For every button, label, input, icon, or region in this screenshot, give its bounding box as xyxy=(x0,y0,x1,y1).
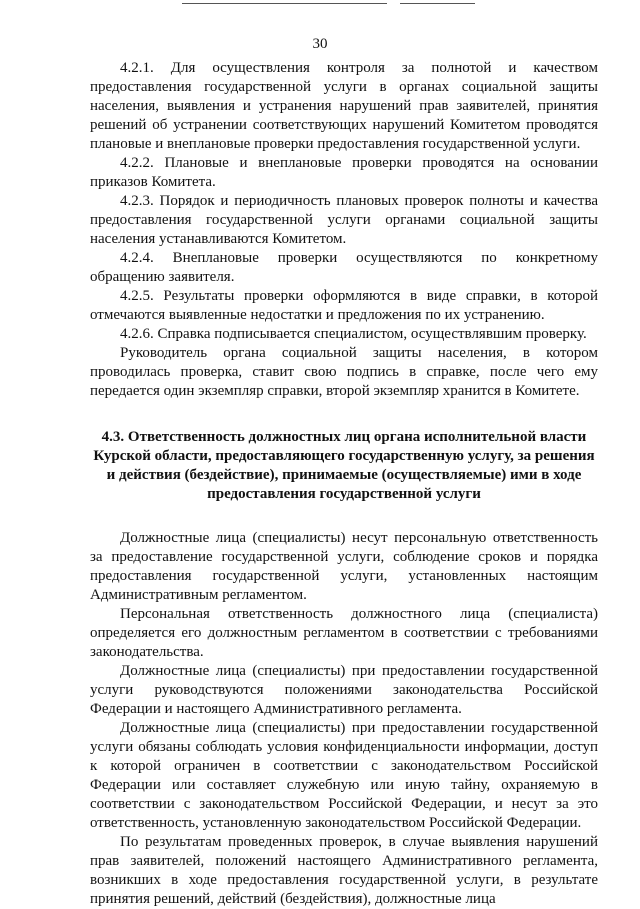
paragraph-4-2-6: 4.2.6. Справка подписывается специалистом, осуществлявшим проверку. xyxy=(120,326,587,342)
paragraph-responsibility: Должностные лица (специалисты) несут персональную ответственность за предоставление государственной услуги, соблюдение сроков и порядка предоставления государственной услуги, установленных настоящим Административным регламентом. xyxy=(90,530,598,603)
paragraph-4-2-4: 4.2.4. Внеплановые проверки осуществляются по конкретному обращению заявителя. xyxy=(90,250,598,285)
top-edge-line-right xyxy=(400,3,475,4)
paragraph-4-2-2: 4.2.2. Плановые и внеплановые проверки проводятся на основании приказов Комитета. xyxy=(90,155,598,190)
paragraph-4-2-3: 4.2.3. Порядок и периодичность плановых проверок полноты и качества предоставления государственной услуги органами социальной защиты населения устанавливаются Комитетом. xyxy=(90,193,598,247)
paragraph-legislation: Должностные лица (специалисты) при предоставлении государственной услуги руководствуются положениями законодательства Российской Федерации и настоящего Административного регламента. xyxy=(90,663,598,717)
paragraph-personal-responsibility: Персональная ответственность должностного лица (специалиста) определяется его должностным регламентом в соответствии с требованиями законодательства. xyxy=(90,606,598,660)
paragraph-4-2-5: 4.2.5. Результаты проверки оформляются в виде справки, в которой отмечаются выявленные недостатки и предложения по их устранению. xyxy=(90,288,598,323)
top-edge-line-left xyxy=(182,3,387,4)
paragraph-head-signature: Руководитель органа социальной защиты населения, в котором проводилась проверка, ставит свою подпись в справке, после чего ему передается один экземпляр справки, второй экземпляр хранится в Комитете. xyxy=(90,345,598,399)
paragraph-confidentiality: Должностные лица (специалисты) при предоставлении государственной услуги обязаны соблюдать условия конфиденциальности информации, доступ к которой ограничен в соответствии с законодательством Российской Федерации или составляет служебную или иную тайну, охраняемую в соответствии с законодательством Российской Федерации, и несут за это ответственность, установленную законодательством Российской Федерации. xyxy=(90,720,598,831)
paragraph-4-2-1: 4.2.1. Для осуществления контроля за полнотой и качеством предоставления государственной услуги в органах социальной защиты населения, выявления и устранения нарушений прав заявителей, принятия решений об устранении соответствующих нарушений Комитетом проводятся плановые и внеплановые проверки предоставления государственной услуги. xyxy=(90,60,598,152)
paragraph-inspection-results: По результатам проведенных проверок, в случае выявления нарушений прав заявителей, положений настоящего Административного регламента, возникших в ходе предоставления государственной услуги, в результате принятия решений, действий (бездействия), должностные лица xyxy=(90,834,598,907)
page-number: 30 xyxy=(312,36,328,52)
document-body xyxy=(90,59,598,909)
section-heading-4-3: 4.3. Ответственность должностных лиц органа исполнительной власти Курской области, предоставляющего государственную услугу, за решения и действия (бездействие), принимаемые (осуществляемые) ими в ходе предоставления государственной услуги xyxy=(93,429,595,502)
